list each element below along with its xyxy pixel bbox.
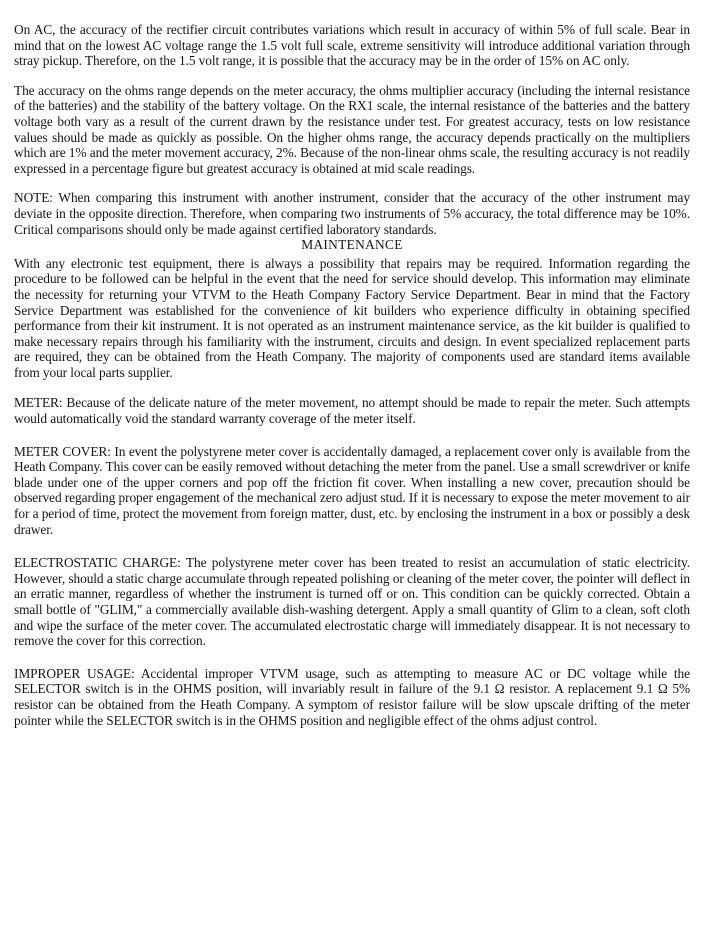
- paragraph-accuracy-ac: [14, 22, 690, 69]
- paragraph-meter: [14, 395, 690, 426]
- paragraph-text: When comparing this instrument with another instrument, consider that the accuracy of the other instrument may deviate in the opposite direction. Therefore, when comparing two instruments of 5% accuracy, the total difference may be 10%. Critical comparisons should only be made against certified laboratory standards.: [14, 190, 690, 237]
- document-page: [14, 22, 690, 742]
- paragraph-improper-usage: [14, 666, 690, 728]
- paragraph-text: On AC, the accuracy of the rectifier circuit contributes variations which result in accuracy of within 5% of full scale. Bear in mind that on the lowest AC voltage range the 1.5 volt full scale, extreme sensitivity will introduce additional variation through stray pickup. Therefore, on the 1.5 volt range, it is possible that the accuracy may be in the order of 15% on AC only.: [14, 22, 690, 69]
- paragraph-text: In event the polystyrene meter cover is accidentally damaged, a replacement cover only is available from the Heath Company. This cover can be easily removed without detaching the meter from the panel. Use a small screwdriver or knife blade under one of the upper corners and pop off the friction fit cover. When installing a new cover, precaution should be observed regarding proper engagement of the mechanical zero adjust stud. If it is necessary to expose the meter movement to air for a period of time, protect the movement from foreign matter, dust, etc. by enclosing the instrument in a box or possibly a desk drawer.: [14, 443, 690, 537]
- paragraph-lead: ELECTROSTATIC CHARGE:: [14, 555, 181, 571]
- paragraph-accuracy-ohms: [14, 83, 690, 177]
- paragraph-lead: METER:: [14, 395, 63, 411]
- paragraph-lead: METER COVER:: [14, 443, 111, 459]
- paragraph-text: The accuracy on the ohms range depends on the meter accuracy, the ohms multiplier accuracy (including the internal resistance of the batteries) and the stability of the battery voltage. On the RX1 scale, the internal resistance of the batteries and the battery voltage both vary as a result of the current drawn by the resistance under test. For greatest accuracy, tests on low resistance values should be made as quickly as possible. On the higher ohms range, the accuracy depends practically on the multipliers which are 1% and the meter movement accuracy, 2%. Because of the non-linear ohms scale, the resulting accuracy is not readily expressed in a percentage figure but greatest accuracy is obtained at mid scale readings.: [14, 82, 690, 176]
- paragraph-text: Accidental improper VTVM usage, such as attempting to measure AC or DC voltage while the SELECTOR switch is in the OHMS position, will invariably result in failure of the 9.1 Ω resistor. A replacement 9.1 Ω 5% resistor can be obtained from the Heath Company. A symptom of resistor failure will be slow upscale drifting of the meter pointer while the SELECTOR switch is in the OHMS position and negligible effect of the ohms adjust control.: [14, 665, 690, 728]
- paragraph-text: With any electronic test equipment, there is always a possibility that repairs may be required. Information regarding the procedure to be followed can be helpful in the event that the need for service should develop. This information may eliminate the necessity for returning your VTVM to the Heath Company Factory Service Department. Bear in mind that the Factory Service Department was established for the convenience of kit builders who experience difficulty in obtaining specified performance from their kit instrument. It is not operated as an instrument maintenance service, as the kit builder is qualified to make necessary repairs through his familiarity with the instrument, circuits and design. In event specialized replacement parts are required, they can be obtained from the Heath Company. The majority of components used are standard items available from your local parts supplier.: [14, 255, 690, 380]
- section-heading-maintenance: MAINTENANCE: [301, 237, 403, 253]
- paragraph-meter-cover: [14, 444, 690, 538]
- paragraph-electrostatic-charge: [14, 555, 690, 649]
- paragraph-text: The polystyrene meter cover has been treated to resist an accumulation of static electricity. However, should a static charge accumulate through repeated polishing or cleaning of the meter cover, the pointer will deflect in an erratic manner, regardless of whether the instrument is turned off or on. This condition can be quickly corrected. Obtain a small bottle of "GLIM," a commercially available dish-washing detergent. Apply a small quantity of Glim to a clean, soft cloth and wipe the surface of the meter cover. The accumulated electrostatic charge will immediately disappear. It is not necessary to remove the cover for this correction.: [14, 555, 690, 649]
- paragraph-lead: IMPROPER USAGE:: [14, 665, 135, 681]
- paragraph-maintenance-intro: [14, 256, 690, 381]
- paragraph-lead: NOTE:: [14, 190, 53, 206]
- paragraph-note: [14, 190, 690, 237]
- paragraph-text: Because of the delicate nature of the meter movement, no attempt should be made to repair the meter. Such attempts would automatically void the standard warranty coverage of the meter itself.: [14, 395, 690, 427]
